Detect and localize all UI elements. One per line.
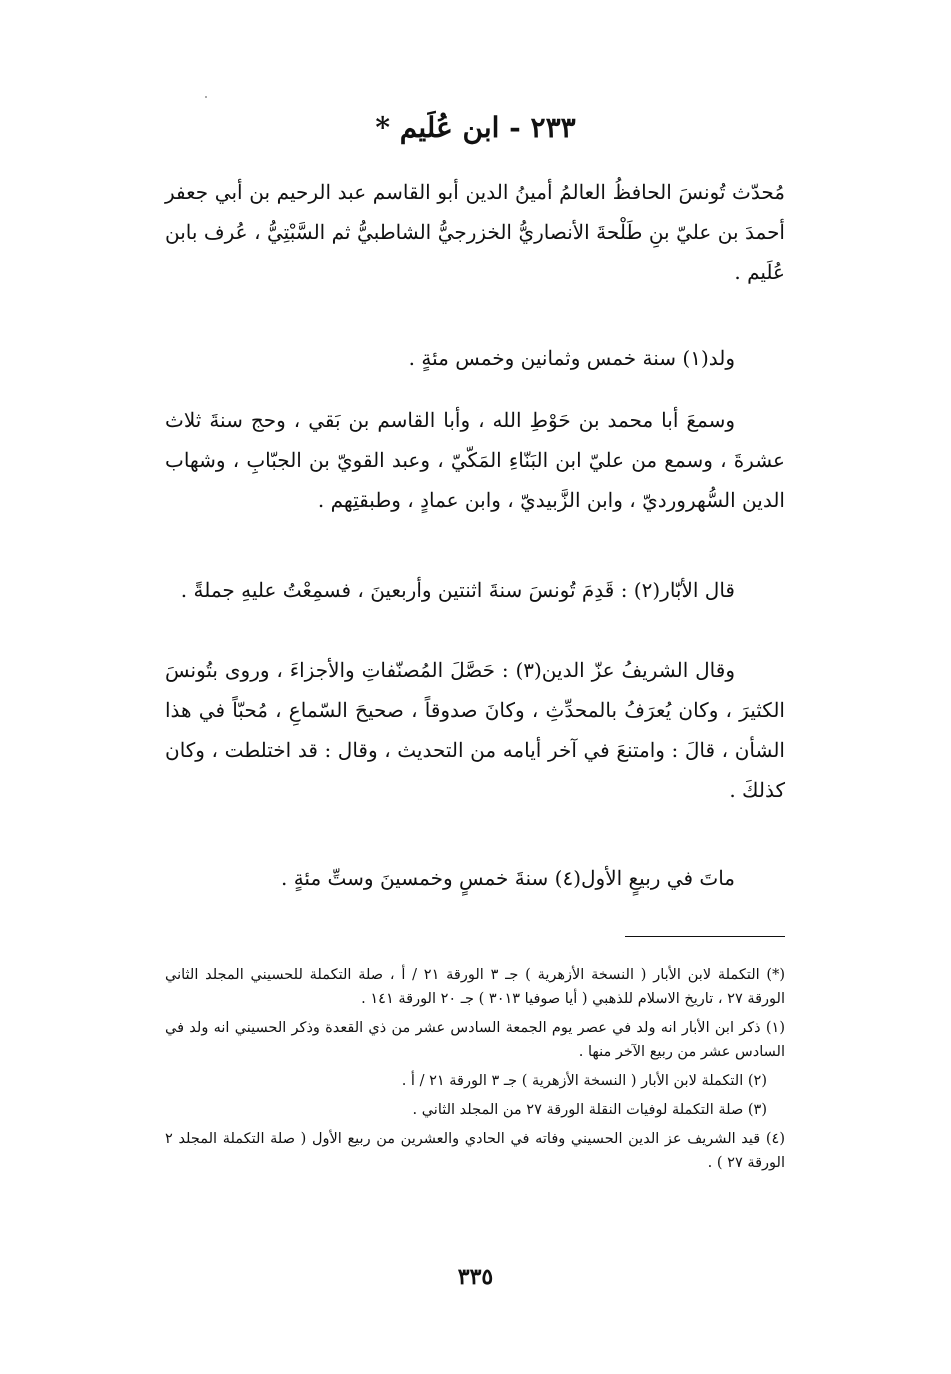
footnote-star: (*) التكملة لابن الأبار ( النسخة الأزهرية ) جـ ٣ الورقة ٢١ / أ ، صلة التكملة للحسيني المجلد الثاني الورقة ٢٧ ، تاريخ الاسلام للذهبي ( أيا صوفيا ٣٠١٣ ) جـ ٢٠ الورقة ١٤١ . (165, 967, 785, 1007)
footnotes-block (165, 963, 785, 1180)
paragraph-sharif-quote: وقال الشريفُ عزّ الدين(٣) : حَصَّلَ المُصنّفاتِ والأجزاءَ ، وروى بتُونسَ الكثيرَ ، وكان يُعرَفُ بالمحدِّثِ ، وكانَ صدوقاً ، صحيحَ السّماعِ ، مُحبّاً في هذا الشأن ، قالَ : وامتنعَ في آخر أيامه من التحديث ، وقال : قد اختلطت ، وكان كذلكَ . (165, 658, 785, 802)
footnote-separator (625, 936, 785, 937)
footnote-3: (٣) صلة التكملة لوفيات النقلة الورقة ٢٧ من المجلد الثاني . (412, 1102, 767, 1118)
entry-title: ٢٣٣ - ابن عُلَيم * (375, 111, 576, 144)
paragraph-teachers: وسمعَ أبا محمد بن حَوْطِ الله ، وأبا القاسم بن بَقي ، وحج سنةَ ثلاث عشرةَ ، وسمع من عليّ ابن البَنّاءِ المَكّيّ ، وعبد القويّ بن الجبّابِ ، وشهاب الدين السُّهرورديّ ، وابن الزَّبيديّ ، وابن عمادٍ ، وطبقتِهم . (165, 408, 785, 512)
footnote-1: (١) ذكر ابن الأبار انه ولد في عصر يوم الجمعة السادس عشر من ذي القعدة وذكر الحسيني انه ولد في السادس عشر من ربيع الآخر منها . (165, 1020, 785, 1060)
paragraph-abbar-quote: قال الأبّار(٢) : قَدِمَ تُونسَ سنةَ اثنتين وأربعينَ ، فسمِعْتُ عليهِ جملةً . (180, 578, 735, 602)
paragraph-intro: مُحدّث تُونسَ الحافظُ العالمُ أمينُ الدين أبو القاسم عبد الرحيم بن أبي جعفر أحمدَ بن عليّ بنِ طَلْحةَ الأنصاريُّ الخزرجيُّ الشاطبيُّ ثم السَّبْتِيُّ ، عُرف بابن عُلَيم . (165, 180, 785, 284)
paragraph-birth: ولد(١) سنة خمس وثمانين وخمس مئةٍ . (408, 346, 735, 370)
footnote-2: (٢) التكملة لابن الأبار ( النسخة الأزهرية ) جـ ٣ الورقة ٢١ / أ . (401, 1073, 767, 1089)
paragraph-death: ماتَ في ربيعٍ الأول(٤) سنةَ خمسٍ وخمسينَ وستِّ مئةٍ . (280, 866, 735, 890)
page-number: ٣٣٥ (457, 1264, 494, 1290)
scan-speck (205, 96, 207, 98)
footnote-4: (٤) قيد الشريف عز الدين الحسيني وفاته في الحادي والعشرين من ربيع الأول ( صلة التكملة المجلد ٢ الورقة ٢٧ ) . (165, 1131, 785, 1171)
